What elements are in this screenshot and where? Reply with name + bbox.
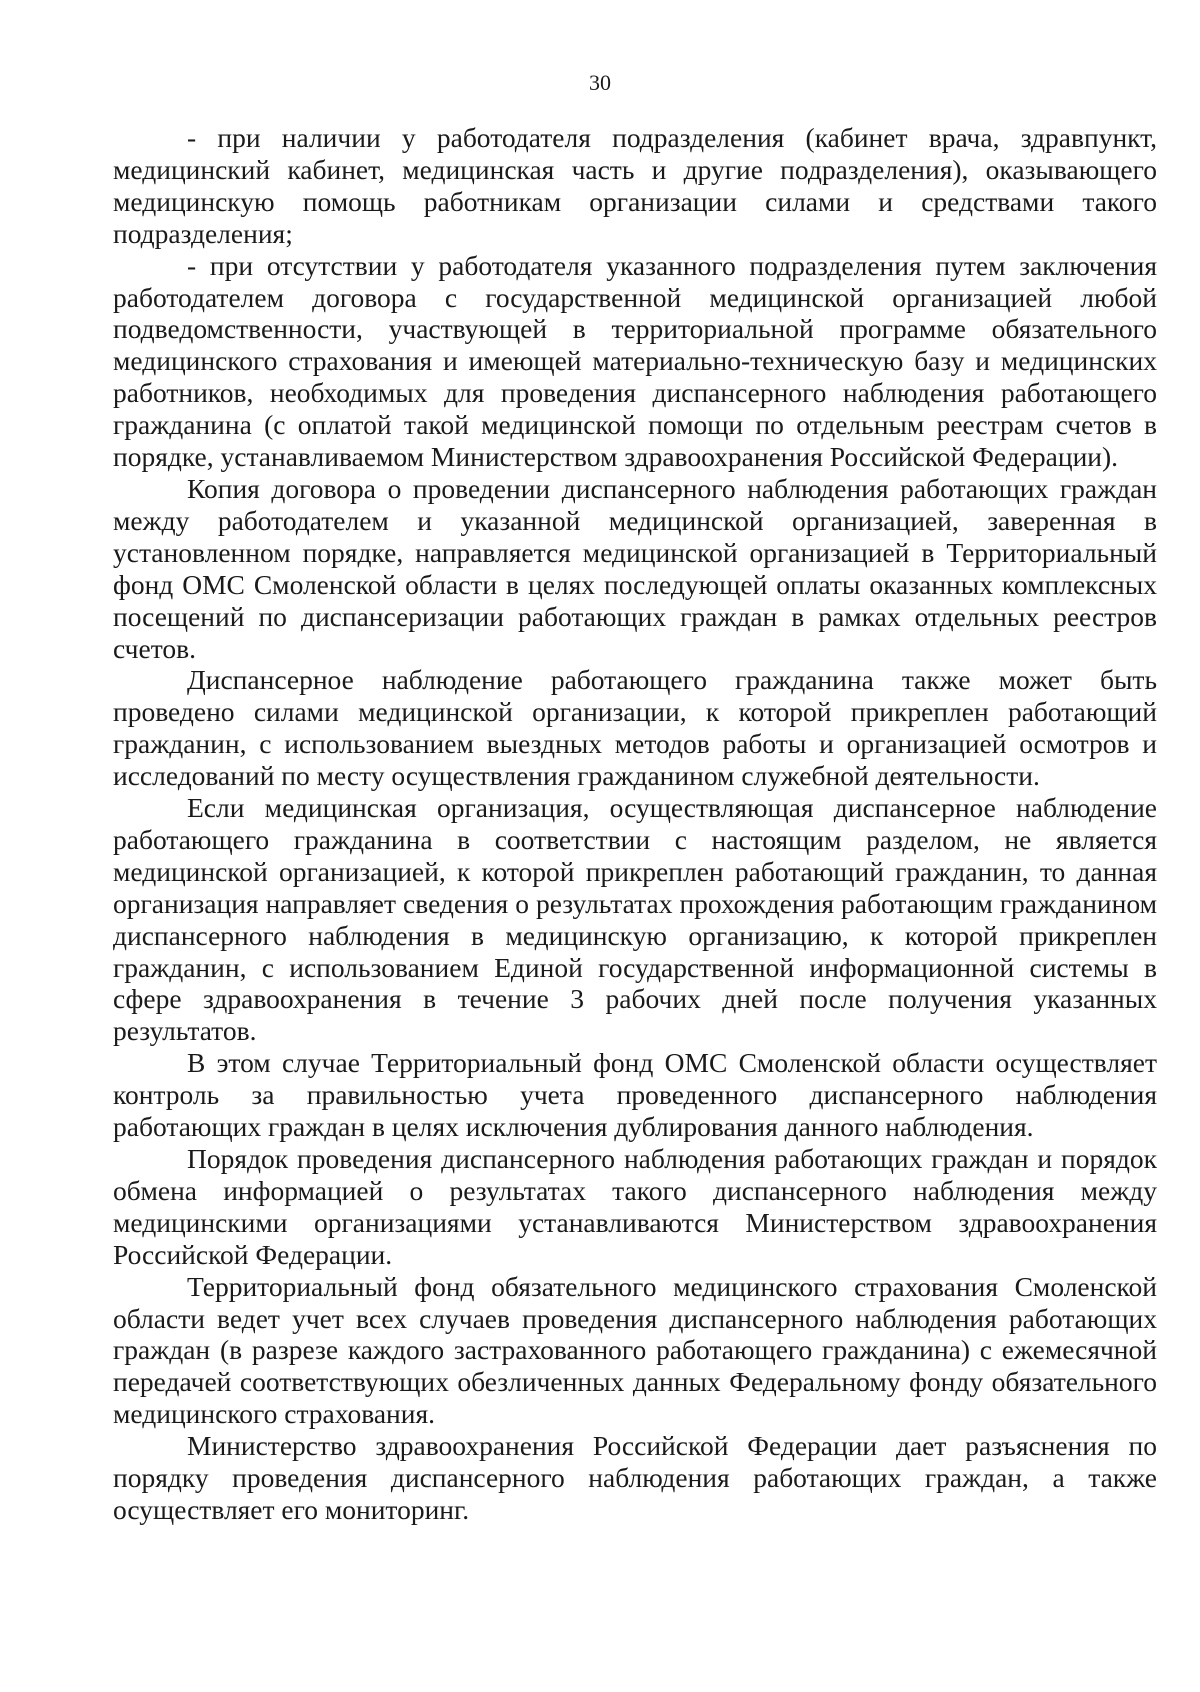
paragraph-3: Копия договора о проведении диспансерного наблюдения работающих граждан между работодателем и указанной медицинской организацией, заверенная в установленном порядке, направляется медицинской организацией в Территориальный фонд ОМС Смоленской области в целях последующей оплаты оказанных комплексных посещений по диспансеризации работающих граждан в рамках отдельных реестров счетов. [113, 472, 1157, 664]
page-number: 30 [589, 70, 611, 95]
paragraph-9: Министерство здравоохранения Российской Федерации дает разъяснения по порядку проведения диспансерного наблюдения работающих граждан, а также осуществляет его мониторинг. [113, 1430, 1157, 1525]
paragraph-1: - при наличии у работодателя подразделения (кабинет врача, здравпункт, медицинский кабинет, медицинская часть и другие подразделения), оказывающего медицинскую помощь работникам организации силами и средствами такого подразделения; [113, 122, 1157, 249]
paragraph-7: Порядок проведения диспансерного наблюдения работающих граждан и порядок обмена информацией о результатах такого диспансерного наблюдения между медицинскими организациями устанавливаются Министерством здравоохранения Российской Федерации. [113, 1143, 1157, 1270]
paragraph-4: Диспансерное наблюдение работающего гражданина также может быть проведено силами медицинской организации, к которой прикреплен работающий гражданин, с использованием выездных методов работы и организацией осмотров и исследований по месту осуществления гражданином служебной деятельности. [113, 664, 1157, 792]
document-body [113, 122, 1157, 1526]
paragraph-2: - при отсутствии у работодателя указанного подразделения путем заключения работодателем договора с государственной медицинской организацией любой подведомственности, участвующей в территориальной программе обязательного медицинского страхования и имеющей материально-техническую базу и медицинских работников, необходимых для проведения диспансерного наблюдения работающего гражданина (с оплатой такой медицинской помощи по отдельным реестрам счетов в порядке, устанавливаемом Министерством здравоохранения Российской Федерации). [113, 249, 1157, 473]
paragraph-8: Территориальный фонд обязательного медицинского страхования Смоленской области ведет учет всех случаев проведения диспансерного наблюдения работающих граждан (в разрезе каждого застрахованного работающего гражданина) с ежемесячной передачей соответствующих обезличенных данных Федеральному фонду обязательного медицинского страхования. [113, 1270, 1157, 1430]
paragraph-6: В этом случае Территориальный фонд ОМС Смоленской области осуществляет контроль за правильностью учета проведенного диспансерного наблюдения работающих граждан в целях исключения дублирования данного наблюдения. [113, 1047, 1157, 1143]
paragraph-5: Если медицинская организация, осуществляющая диспансерное наблюдение работающего гражданина в соответствии с настоящим разделом, не является медицинской организацией, к которой прикреплен работающий гражданин, то данная организация направляет сведения о результатах прохождения работающим гражданином диспансерного наблюдения в медицинскую организацию, к которой прикреплен гражданин, с использованием Единой государственной информационной системы в сфере здравоохранения в течение 3 рабочих дней после получения указанных результатов. [113, 792, 1157, 1047]
